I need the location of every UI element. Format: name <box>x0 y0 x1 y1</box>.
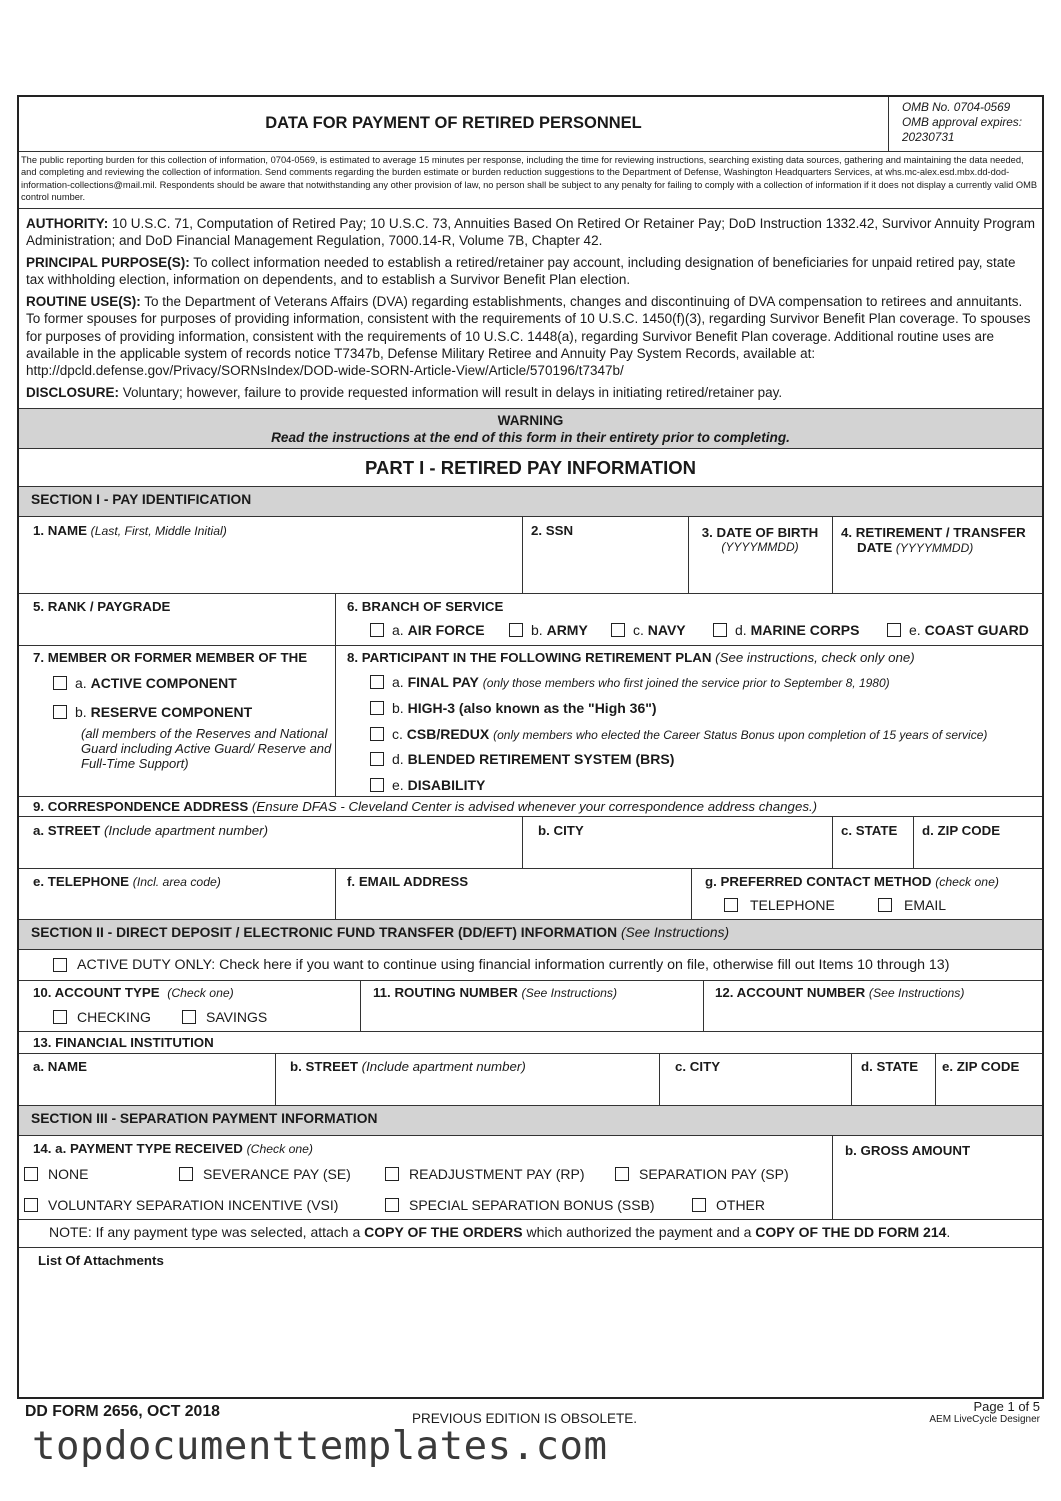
checkbox[interactable] <box>179 1167 193 1181</box>
obsolete-notice: PREVIOUS EDITION IS OBSOLETE. <box>412 1411 638 1426</box>
telephone-field[interactable]: e. TELEPHONE (Incl. area code) <box>33 874 221 889</box>
privacy-act-statement <box>19 209 1042 409</box>
financial-institution-fields <box>19 1054 1042 1106</box>
warning-title: WARNING <box>497 413 564 428</box>
plan-high-3[interactable]: b. HIGH-3 (also known as the "High 36") <box>370 700 657 716</box>
active-duty-row <box>19 950 1042 981</box>
gross-amount-field[interactable]: b. GROSS AMOUNT <box>845 1143 971 1158</box>
form-header <box>19 97 1042 152</box>
retirement-date-field[interactable]: 4. RETIREMENT / TRANSFER DATE (YYYYMMDD) <box>841 525 1026 555</box>
fin-zip-field[interactable]: e. ZIP CODE <box>942 1059 1020 1074</box>
disclosure: DISCLOSURE: Voluntary; however, failure to provide requested information will result in delays in initiating retired/retainer pay. <box>26 384 783 400</box>
checkbox[interactable] <box>182 1010 196 1024</box>
items-1-4 <box>19 517 1042 594</box>
branch-air-force[interactable]: a. AIR FORCE <box>370 622 485 638</box>
contact-method-label: g. PREFERRED CONTACT METHOD (check one) <box>705 874 999 889</box>
branch-marine-corps[interactable]: d. MARINE CORPS <box>713 622 859 638</box>
checkbox[interactable] <box>611 623 625 637</box>
plan-csb-redux[interactable]: c. CSB/REDUX (only members who elected the Career Status Bonus upon completion of 15 years of service) <box>370 726 987 742</box>
plan-final-pay[interactable]: a. FINAL PAY (only those members who first joined the service prior to September 8, 1980) <box>370 674 890 690</box>
street-field[interactable]: a. STREET (Include apartment number) <box>33 823 269 838</box>
ssn-field[interactable]: 2. SSN <box>531 523 574 538</box>
designer-label: AEM LiveCycle Designer <box>929 1414 1040 1425</box>
checkbox[interactable] <box>692 1198 706 1212</box>
branch-army[interactable]: b. ARMY <box>509 622 588 638</box>
zip-field[interactable]: d. ZIP CODE <box>922 823 1001 838</box>
payment-none-option[interactable]: NONE <box>24 1166 88 1182</box>
payment-ssb-option[interactable]: SPECIAL SEPARATION BONUS (SSB) <box>385 1197 655 1213</box>
items-10-12 <box>19 981 1042 1032</box>
warning-text: Read the instructions at the end of this form in their entirety prior to completing. <box>271 430 790 445</box>
reserve-component-option[interactable]: b. RESERVE COMPONENT <box>53 704 252 720</box>
page-number: Page 1 of 5 <box>973 1399 1040 1414</box>
city-field[interactable]: b. CITY <box>538 823 584 838</box>
address-label: 9. CORRESPONDENCE ADDRESS (Ensure DFAS - Cleveland Center is advised whenever your correspondence address changes.) <box>33 799 818 814</box>
dob-label: 3. DATE OF BIRTH <box>701 525 819 540</box>
section3-header: SECTION III - SEPARATION PAYMENT INFORMATION <box>19 1106 1042 1136</box>
checkbox[interactable] <box>24 1198 38 1212</box>
routing-number-field[interactable]: 11. ROUTING NUMBER (See Instructions) <box>373 985 618 1000</box>
burden-statement: The public reporting burden for this collection of information, 0704-0569, is estimated to average 15 minutes per response, including the time for reviewing instructions, searching existing data sources, gathering and maintaining the data needed, and completing and reviewing the collection of information. Send comments regarding the burden estimate or burden reduction suggestions to the Department of Defense, Washington Headquarters Services, at whs.mc-alex.esd.mbx.dd-dod-information-collections@mail.mil. Respondents should be aware that notwithstanding any other provision of law, no person shall be subject to any penalty for failing to comply with a collection of information if it does not display a currently valid OMB control number. <box>19 152 1042 209</box>
active-duty-option[interactable]: ACTIVE DUTY ONLY: Check here if you want to continue using financial information currently on file, otherwise fill out Items 10 through 13) <box>53 957 949 973</box>
warning-box <box>19 409 1042 449</box>
checkbox[interactable] <box>370 778 384 792</box>
address-header <box>19 797 1042 817</box>
checkbox[interactable] <box>53 676 67 690</box>
account-type-label: 10. ACCOUNT TYPE (Check one) <box>33 985 234 1000</box>
omb-info <box>902 100 1022 145</box>
checkbox[interactable] <box>878 898 892 912</box>
form-page <box>17 95 1044 1399</box>
fin-name-field[interactable]: a. NAME <box>33 1059 87 1074</box>
branch-navy[interactable]: c. NAVY <box>611 622 686 638</box>
plan-brs[interactable]: d. BLENDED RETIREMENT SYSTEM (BRS) <box>370 751 674 767</box>
checkbox[interactable] <box>370 727 384 741</box>
payment-severance-option[interactable]: SEVERANCE PAY (SE) <box>179 1166 351 1182</box>
checkbox[interactable] <box>370 675 384 689</box>
checkbox[interactable] <box>370 623 384 637</box>
omb-number: OMB No. 0704-0569 <box>902 100 1011 114</box>
checkbox[interactable] <box>53 1010 67 1024</box>
fin-state-field[interactable]: d. STATE <box>861 1059 919 1074</box>
checkbox[interactable] <box>53 958 67 972</box>
payment-other-option[interactable]: OTHER <box>692 1197 765 1213</box>
name-field[interactable]: 1. NAME (Last, First, Middle Initial) <box>33 523 227 538</box>
form-id: DD FORM 2656, OCT 2018 <box>25 1403 220 1420</box>
retirement-date-label: 4. RETIREMENT / TRANSFER <box>841 525 1026 540</box>
branch-label: 6. BRANCH OF SERVICE <box>347 599 504 614</box>
rank-field[interactable]: 5. RANK / PAYGRADE <box>33 599 171 614</box>
financial-institution-label: 13. FINANCIAL INSTITUTION <box>33 1035 214 1050</box>
payment-readjustment-option[interactable]: READJUSTMENT PAY (RP) <box>385 1166 585 1182</box>
payment-separation-option[interactable]: SEPARATION PAY (SP) <box>615 1166 789 1182</box>
checkbox[interactable] <box>713 623 727 637</box>
financial-institution-header <box>19 1032 1042 1054</box>
payment-vsi-option[interactable]: VOLUNTARY SEPARATION INCENTIVE (VSI) <box>24 1197 338 1213</box>
address-fields <box>19 817 1042 869</box>
checkbox[interactable] <box>53 705 67 719</box>
omb-date: 20230731 <box>902 130 955 144</box>
branch-coast-guard[interactable]: e. COAST GUARD <box>887 622 1029 638</box>
active-component-option[interactable]: a. ACTIVE COMPONENT <box>53 675 237 691</box>
attachments-area[interactable] <box>19 1248 1042 1400</box>
checkbox[interactable] <box>509 623 523 637</box>
dob-hint: (YYYYMMDD) <box>721 540 799 554</box>
watermark: topdocumenttemplates.com <box>32 1424 608 1469</box>
savings-option[interactable]: SAVINGS <box>182 1009 267 1025</box>
section1-header: SECTION I - PAY IDENTIFICATION <box>19 487 1042 517</box>
checkbox[interactable] <box>24 1167 38 1181</box>
fin-city-field[interactable]: c. CITY <box>675 1059 721 1074</box>
checkbox[interactable] <box>615 1167 629 1181</box>
contact-telephone-option[interactable]: TELEPHONE <box>724 897 835 913</box>
checkbox[interactable] <box>370 701 384 715</box>
part1-title: PART I - RETIRED PAY INFORMATION <box>19 449 1042 487</box>
payment-type-label: 14. a. PAYMENT TYPE RECEIVED (Check one) <box>33 1141 313 1156</box>
checkbox[interactable] <box>370 752 384 766</box>
reserve-note: (all members of the Reserves and National Guard including Active Guard/ Reserve and Full-Time Support) <box>81 726 332 771</box>
contact-fields <box>19 869 1042 920</box>
routine-uses: ROUTINE USE(S): To the Department of Veterans Affairs (DVA) regarding establishments, changes and discontinuing of DVA compensation to retirees and annuitants. To former spouses for purposes of providing information, consistent with the requirements of 10 U.S.C. 1450(f)(3), regarding Survivor Benefit Plan coverage. To spouses for purposes of providing information, consistent with the requirements of 10 U.S.C. 1448(a), regarding Survivor Benefit Plan coverage. Additional routine uses are available in the applicable system of records notice T7347b, Defense Military Retiree and Annuity Pay System Records, available at: http://dpcld.defense.gov/Privacy/SORNsIndex/DOD-wide-SORN-Article-View/Article/570196/t7347b/ <box>26 294 1031 378</box>
form-title: DATA FOR PAYMENT OF RETIRED PERSONNEL <box>265 114 642 132</box>
attachments-label: List Of Attachments <box>38 1253 164 1268</box>
omb-approval: OMB approval expires: <box>902 115 1022 129</box>
fin-street-field[interactable]: b. STREET (Include apartment number) <box>290 1059 526 1074</box>
checkbox[interactable] <box>385 1198 399 1212</box>
dob-field[interactable] <box>688 525 832 554</box>
principal-purpose: PRINCIPAL PURPOSE(S): To collect information needed to establish a retired/retainer pay account, including designation of beneficiaries for unpaid retired pay, state tax withholding election, information on dependents, and to establish a Survivor Benefit Plan election. <box>26 255 1016 288</box>
authority: AUTHORITY: 10 U.S.C. 71, Computation of Retired Pay; 10 U.S.C. 73, Annuities Based On Retired Or Retainer Pay; DoD Instruction 1332.42, Survivor Annuity Program Administration; and DoD Financial Management Regulation, 7000.14-R, Volume 7B, Chapter 42. <box>26 216 1035 249</box>
email-field[interactable]: f. EMAIL ADDRESS <box>347 874 469 889</box>
contact-email-option[interactable]: EMAIL <box>878 897 946 913</box>
plan-label: 8. PARTICIPANT IN THE FOLLOWING RETIREMENT PLAN (See instructions, check only one) <box>347 650 915 665</box>
plan-disability[interactable]: e. DISABILITY <box>370 777 485 793</box>
checkbox[interactable] <box>385 1167 399 1181</box>
items-7-8 <box>19 646 1042 797</box>
state-field[interactable]: c. STATE <box>841 823 898 838</box>
item-14 <box>19 1136 1042 1220</box>
items-5-6 <box>19 594 1042 646</box>
checking-option[interactable]: CHECKING <box>53 1009 151 1025</box>
section2-header: SECTION II - DIRECT DEPOSIT / ELECTRONIC FUND TRANSFER (DD/EFT) INFORMATION (See Instructions) <box>19 920 1042 950</box>
checkbox[interactable] <box>887 623 901 637</box>
attachment-note: NOTE: If any payment type was selected, attach a COPY OF THE ORDERS which authorized the payment and a COPY OF THE DD FORM 214. <box>19 1220 1042 1248</box>
member-label: 7. MEMBER OR FORMER MEMBER OF THE <box>33 650 308 665</box>
account-number-field[interactable]: 12. ACCOUNT NUMBER (See Instructions) <box>715 985 965 1000</box>
checkbox[interactable] <box>724 898 738 912</box>
